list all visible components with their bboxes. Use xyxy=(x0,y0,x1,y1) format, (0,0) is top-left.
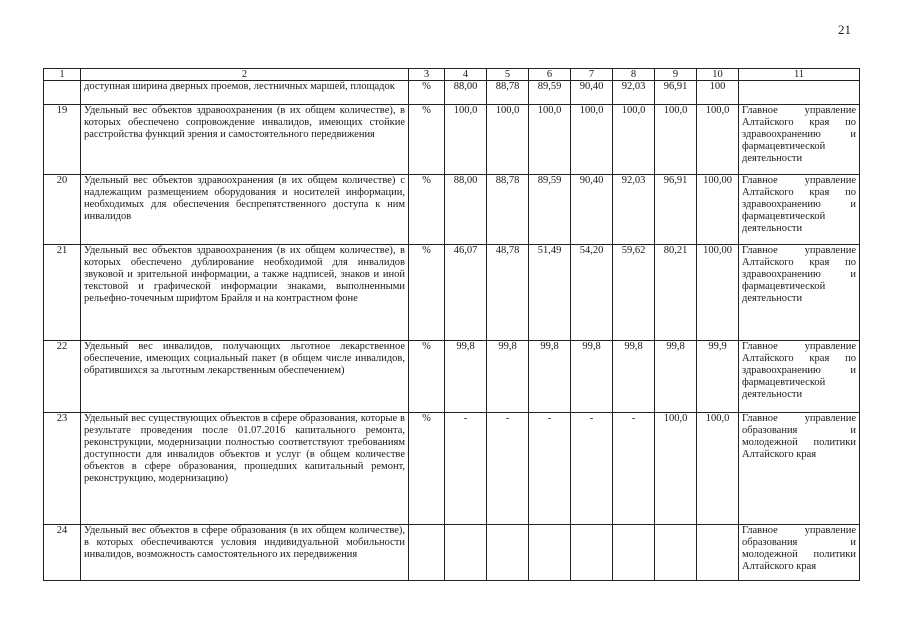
value-cell: 100,0 xyxy=(655,105,697,175)
unit-cell: % xyxy=(409,175,445,245)
value-cell: 99,8 xyxy=(445,341,487,413)
table-row xyxy=(44,341,860,413)
responsible-cell: Главное управление Алтайского края по здравоохранению и фармацевтической деятельности xyxy=(739,245,860,341)
value-cell: 90,40 xyxy=(571,81,613,105)
value-cell: 48,78 xyxy=(487,245,529,341)
column-header: 1 xyxy=(44,69,81,81)
unit-cell: % xyxy=(409,105,445,175)
value-cell: 88,78 xyxy=(487,81,529,105)
value-cell: - xyxy=(487,413,529,525)
value-cell xyxy=(529,525,571,581)
table-row xyxy=(44,105,860,175)
value-cell: 90,40 xyxy=(571,175,613,245)
column-header: 10 xyxy=(697,69,739,81)
column-header: 2 xyxy=(81,69,409,81)
value-cell: 100,00 xyxy=(697,245,739,341)
value-cell: - xyxy=(445,413,487,525)
table-row xyxy=(44,525,860,581)
responsible-cell: Главное управление образования и молодежной политики Алтайского края xyxy=(739,525,860,581)
page-number: 21 xyxy=(838,22,851,37)
indicator-name-cell: Удельный вес объектов здравоохранения (в их общем количестве), в которых обеспечено сопровождение инвалидов, имеющих стойкие расстройства функций зрения и самостоятельного передвижения xyxy=(81,105,409,175)
value-cell: 100,0 xyxy=(571,105,613,175)
responsible-cell: Главное управление образования и молодежной политики Алтайского края xyxy=(739,413,860,525)
responsible-cell: Главное управление Алтайского края по здравоохранению и фармацевтической деятельности xyxy=(739,105,860,175)
value-cell: 99,8 xyxy=(655,341,697,413)
value-cell: 88,78 xyxy=(487,175,529,245)
value-cell: 96,91 xyxy=(655,175,697,245)
row-number-cell: 23 xyxy=(44,413,81,525)
table-row xyxy=(44,81,860,105)
value-cell: 100,00 xyxy=(697,175,739,245)
row-number-cell xyxy=(44,81,81,105)
value-cell: 96,91 xyxy=(655,81,697,105)
value-cell: 99,9 xyxy=(697,341,739,413)
value-cell xyxy=(445,525,487,581)
indicators-table xyxy=(43,68,860,581)
value-cell: 99,8 xyxy=(571,341,613,413)
indicator-name-cell: Удельный вес существующих объектов в сфере образования, которые в результате проведения после 01.07.2016 капитального ремонта, реконструкции, модернизации полностью соответствуют требованиям доступности для инвалидов объектов и услуг (в общем количестве объектов в сфере образования, прошедших капитальный ремонт, реконструкцию, модернизацию) xyxy=(81,413,409,525)
value-cell: 100,0 xyxy=(655,413,697,525)
value-cell: 51,49 xyxy=(529,245,571,341)
responsible-cell xyxy=(739,81,860,105)
indicator-name-cell: Удельный вес объектов здравоохранения (в их общем количестве), в которых обеспечено дублирование необходимой для инвалидов звуковой и зрительной информации, а также надписей, знаков и иной текстовой и графической информации знаками, выполненными рельефно-точечным шрифтом Брайля и на контрастном фоне xyxy=(81,245,409,341)
column-header: 9 xyxy=(655,69,697,81)
value-cell: 100 xyxy=(697,81,739,105)
table-row xyxy=(44,175,860,245)
responsible-cell: Главное управление Алтайского края по здравоохранению и фармацевтической деятельности xyxy=(739,175,860,245)
table-row xyxy=(44,413,860,525)
indicator-name-cell: Удельный вес инвалидов, получающих льготное лекарственное обеспечение, имеющих социальный пакет (в общем числе инвалидов, обратившихся за льготным лекарственным обеспечением) xyxy=(81,341,409,413)
value-cell: 100,0 xyxy=(697,105,739,175)
indicator-name-cell: Удельный вес объектов в сфере образования (в их общем количестве), в которых обеспечиваются условия индивидуальной мобильности инвалидов, возможность самостоятельного их передвижения xyxy=(81,525,409,581)
column-header: 8 xyxy=(613,69,655,81)
value-cell: 100,0 xyxy=(487,105,529,175)
unit-cell: % xyxy=(409,81,445,105)
value-cell xyxy=(613,525,655,581)
value-cell: 80,21 xyxy=(655,245,697,341)
value-cell: 100,0 xyxy=(613,105,655,175)
value-cell: 100,0 xyxy=(697,413,739,525)
column-header: 4 xyxy=(445,69,487,81)
value-cell: 100,0 xyxy=(445,105,487,175)
value-cell: 92,03 xyxy=(613,81,655,105)
value-cell: 89,59 xyxy=(529,175,571,245)
row-number-cell: 24 xyxy=(44,525,81,581)
indicator-name-cell: Удельный вес объектов здравоохранения (в их общем количестве) с надлежащим размещением оборудования и носителей информации, необходимых для обеспечения беспрепятственного доступа к ним инвалидов xyxy=(81,175,409,245)
column-header: 6 xyxy=(529,69,571,81)
column-header: 11 xyxy=(739,69,860,81)
value-cell xyxy=(487,525,529,581)
value-cell xyxy=(571,525,613,581)
responsible-cell: Главное управление Алтайского края по здравоохранению и фармацевтической деятельности xyxy=(739,341,860,413)
unit-cell: % xyxy=(409,341,445,413)
unit-cell xyxy=(409,525,445,581)
column-header: 3 xyxy=(409,69,445,81)
row-number-cell: 21 xyxy=(44,245,81,341)
value-cell: 99,8 xyxy=(487,341,529,413)
indicator-name-cell: доступная ширина дверных проемов, лестничных маршей, площадок xyxy=(81,81,409,105)
value-cell: 99,8 xyxy=(529,341,571,413)
value-cell: 88,00 xyxy=(445,175,487,245)
unit-cell: % xyxy=(409,245,445,341)
row-number-cell: 19 xyxy=(44,105,81,175)
unit-cell: % xyxy=(409,413,445,525)
value-cell: - xyxy=(613,413,655,525)
value-cell: 88,00 xyxy=(445,81,487,105)
row-number-cell: 20 xyxy=(44,175,81,245)
value-cell xyxy=(655,525,697,581)
value-cell xyxy=(697,525,739,581)
value-cell: 46,07 xyxy=(445,245,487,341)
value-cell: 100,0 xyxy=(529,105,571,175)
value-cell: - xyxy=(529,413,571,525)
row-number-cell: 22 xyxy=(44,341,81,413)
table-row xyxy=(44,245,860,341)
column-header: 7 xyxy=(571,69,613,81)
value-cell: - xyxy=(571,413,613,525)
value-cell: 89,59 xyxy=(529,81,571,105)
column-header: 5 xyxy=(487,69,529,81)
value-cell: 99,8 xyxy=(613,341,655,413)
value-cell: 92,03 xyxy=(613,175,655,245)
column-number-row xyxy=(44,69,860,81)
value-cell: 54,20 xyxy=(571,245,613,341)
value-cell: 59,62 xyxy=(613,245,655,341)
